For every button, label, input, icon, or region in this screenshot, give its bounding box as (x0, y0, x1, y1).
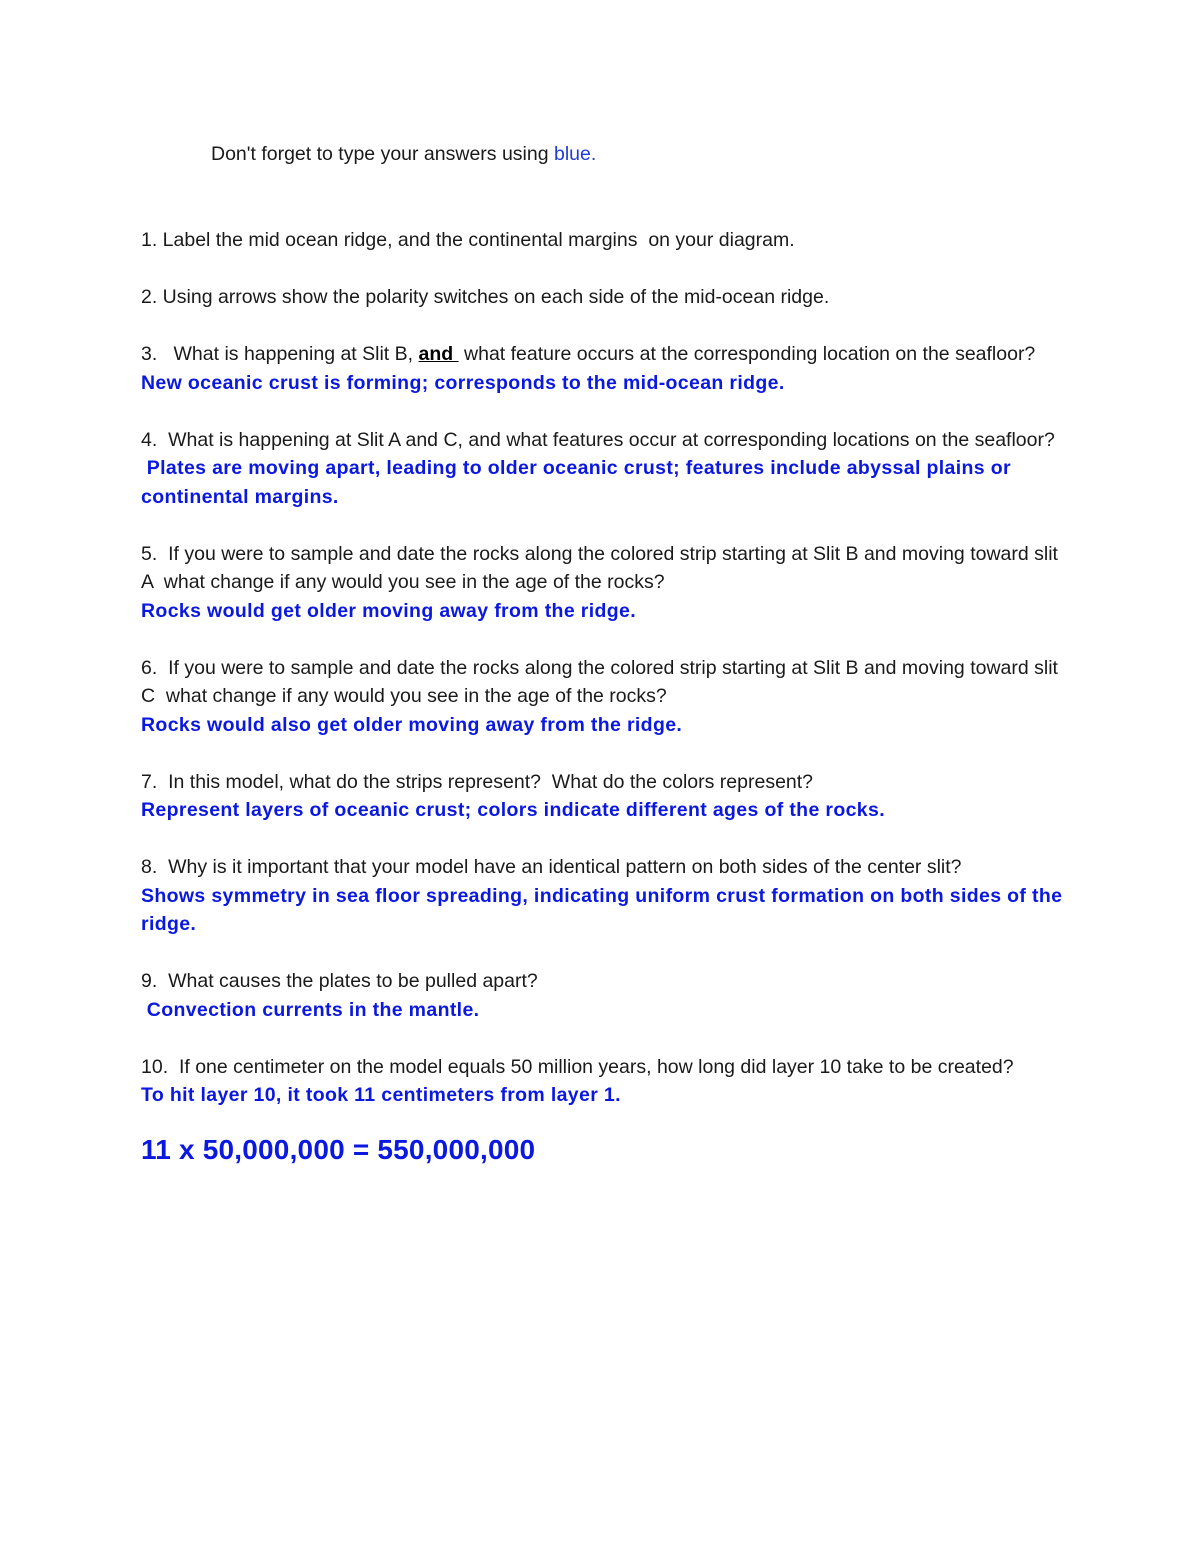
question-3-emphasis: and (418, 343, 459, 365)
question-7: 7. In this model, what do the strips represent? What do the colors represent? (141, 770, 814, 793)
question-8: 8. Why is it important that your model have an identical pattern on both sides of the center slit? (141, 856, 962, 878)
question-5: 5. If you were to sample and date the rocks along the colored strip starting at Slit B and moving toward slit A what change if any would you see in the age of the rocks? (141, 542, 1063, 593)
instruction-suffix: . (590, 143, 597, 165)
question-3-prefix: 3. What is happening at Slit B, (141, 343, 419, 365)
instruction-blue-word: blue (553, 143, 591, 165)
question-1: 1. Label the mid ocean ridge, and the continental margins on your diagram. (141, 229, 795, 251)
question-list (141, 226, 1071, 1170)
question-3-suffix: what feature occurs at the corresponding location on the seafloor? (458, 343, 1036, 365)
answer-4: Plates are moving apart, leading to older oceanic crust; features include abyssal plains or continental margins. (141, 457, 1017, 508)
question-2: 2. Using arrows show the polarity switches on each side of the mid-ocean ridge. (141, 286, 830, 308)
answer-10: To hit layer 10, it took 11 centimeters from layer 1. (141, 1084, 621, 1106)
question-10: 10. If one centimeter on the model equals 50 million years, how long did layer 10 take to be created? (141, 1055, 1014, 1078)
instruction-line (211, 140, 596, 168)
question-6: 6. If you were to sample and date the rocks along the colored strip starting at Slit B and moving toward slit C what change if any would you see in the age of the rocks? (141, 656, 1064, 707)
question-9: 9. What causes the plates to be pulled apart? (141, 970, 538, 992)
answer-5: Rocks would get older moving away from the ridge. (141, 599, 636, 622)
answer-6: Rocks would also get older moving away from the ridge. (141, 713, 683, 736)
answer-7: Represent layers of oceanic crust; colors indicate different ages of the rocks. (141, 799, 885, 821)
calculation-equation: 11 x 50,000,000 = 550,000,000 (141, 1133, 536, 1165)
answer-3: New oceanic crust is forming; corresponds to the mid-ocean ridge. (141, 371, 785, 394)
question-4: 4. What is happening at Slit A and C, and what features occur at corresponding locations on the seafloor? (141, 428, 1055, 451)
answer-9: Convection currents in the mantle. (141, 998, 480, 1021)
answer-8: Shows symmetry in sea floor spreading, indicating uniform crust formation on both sides of the ridge. (141, 884, 1069, 935)
question-3 (141, 340, 1071, 369)
instruction-prefix: Don't forget to type your answers using (211, 143, 554, 165)
